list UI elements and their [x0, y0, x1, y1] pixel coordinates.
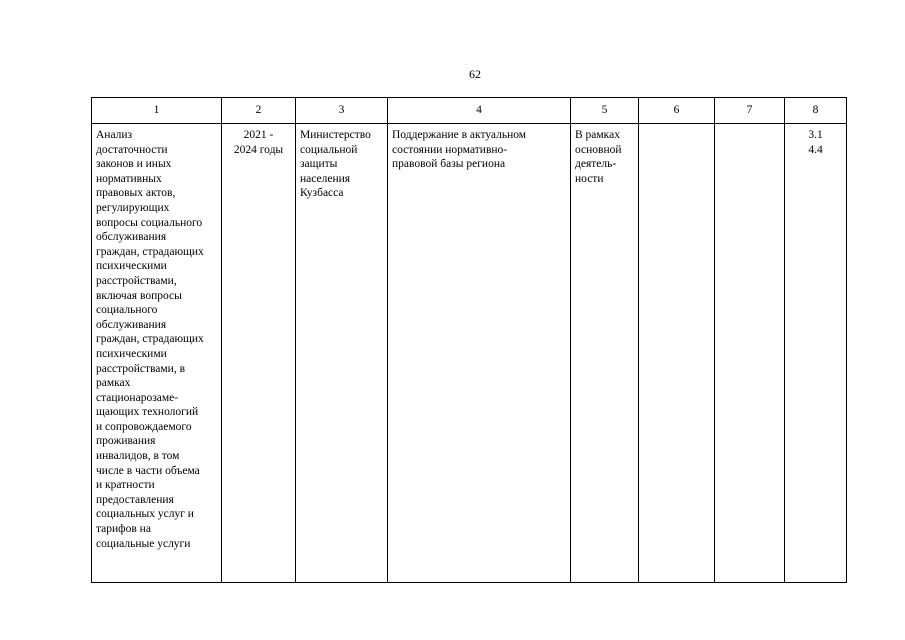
column-header-3: 3 — [296, 98, 388, 124]
cell-text-line: законов и иных — [96, 158, 172, 171]
cell-text-line: инвалидов, в том — [96, 450, 180, 463]
measure-description-cell — [92, 124, 222, 583]
period-cell — [222, 124, 296, 583]
cell-text-line: социального — [96, 304, 158, 317]
column-header-7: 7 — [715, 98, 785, 124]
cell-text-line: социальных услуг и — [96, 508, 194, 521]
cell-text-line: Министерство — [300, 129, 371, 141]
measures-table — [91, 97, 847, 583]
target-indicator-cell — [785, 124, 847, 583]
cell-text-line: щающих технологий — [96, 406, 199, 419]
cell-text-line: и кратности — [96, 479, 155, 492]
cell-text-line: психическими — [96, 347, 167, 360]
cell-text-line: обслуживания — [96, 318, 167, 331]
cell-text-line: состоянии нормативно- — [392, 143, 508, 156]
column-header-5: 5 — [571, 98, 639, 124]
cell-text-line: и сопровождаемого — [96, 420, 192, 433]
cell-text-line: 2024 годы — [233, 143, 284, 156]
cell-text-line: регулирующих — [96, 201, 170, 214]
cell-text-line: психическими — [96, 260, 167, 273]
cell-text-line: достаточности — [96, 143, 168, 156]
cell-text-line: ности — [575, 172, 604, 185]
cell-text-line: В рамках — [575, 129, 620, 141]
cell-text-line: 3.1 — [808, 129, 823, 141]
column-header-2: 2 — [222, 98, 296, 124]
cell-text-line: тарифов на — [96, 523, 151, 536]
cell-text-line: обслуживания — [96, 231, 167, 244]
cell-text-line: правовых актов, — [96, 187, 176, 200]
cell-text-line: проживания — [96, 435, 156, 448]
cell-text-line: социальные услуги — [96, 537, 191, 550]
column-header-1: 1 — [92, 98, 222, 124]
cell-text-line: Кузбасса — [300, 187, 344, 200]
cell-text-line: социальной — [300, 143, 358, 156]
table-row — [92, 124, 847, 583]
column-header-4: 4 — [388, 98, 571, 124]
cell-text-line: Поддержание в актуальном — [392, 129, 527, 141]
cell-text-line: деятель- — [575, 158, 617, 171]
table-header-row — [92, 98, 847, 124]
cell-text-line: включая вопросы — [96, 289, 182, 302]
cell-text-line: числе в части объема — [96, 464, 200, 477]
empty-cell-7 — [715, 124, 785, 583]
cell-text-line: основной — [575, 143, 622, 156]
cell-text-line: предоставления — [96, 493, 174, 506]
column-header-8: 8 — [785, 98, 847, 124]
page-number: 62 — [469, 67, 481, 81]
cell-text-line: нормативных — [96, 172, 162, 185]
funding-source-cell — [571, 124, 639, 583]
cell-text-line: вопросы социального — [96, 216, 203, 229]
cell-text-line: 4.4 — [808, 143, 823, 156]
cell-text-line: расстройствами, в — [96, 362, 186, 375]
empty-cell-6 — [639, 124, 715, 583]
cell-text-line: граждан, страдающих — [96, 333, 204, 346]
expected-result-cell — [388, 124, 571, 583]
cell-text-line: граждан, страдающих — [96, 245, 204, 258]
cell-text-line: населения — [300, 172, 351, 185]
cell-text-line: защиты — [300, 158, 338, 171]
cell-text-line: Анализ — [96, 129, 133, 141]
cell-text-line: правовой базы региона — [392, 158, 506, 171]
cell-text-line: стационарозаме- — [96, 391, 179, 404]
column-header-6: 6 — [639, 98, 715, 124]
cell-text-line: 2021 - — [243, 129, 274, 141]
cell-text-line: рамках — [96, 377, 131, 390]
cell-text-line: расстройствами, — [96, 274, 177, 287]
responsible-executor-cell — [296, 124, 388, 583]
